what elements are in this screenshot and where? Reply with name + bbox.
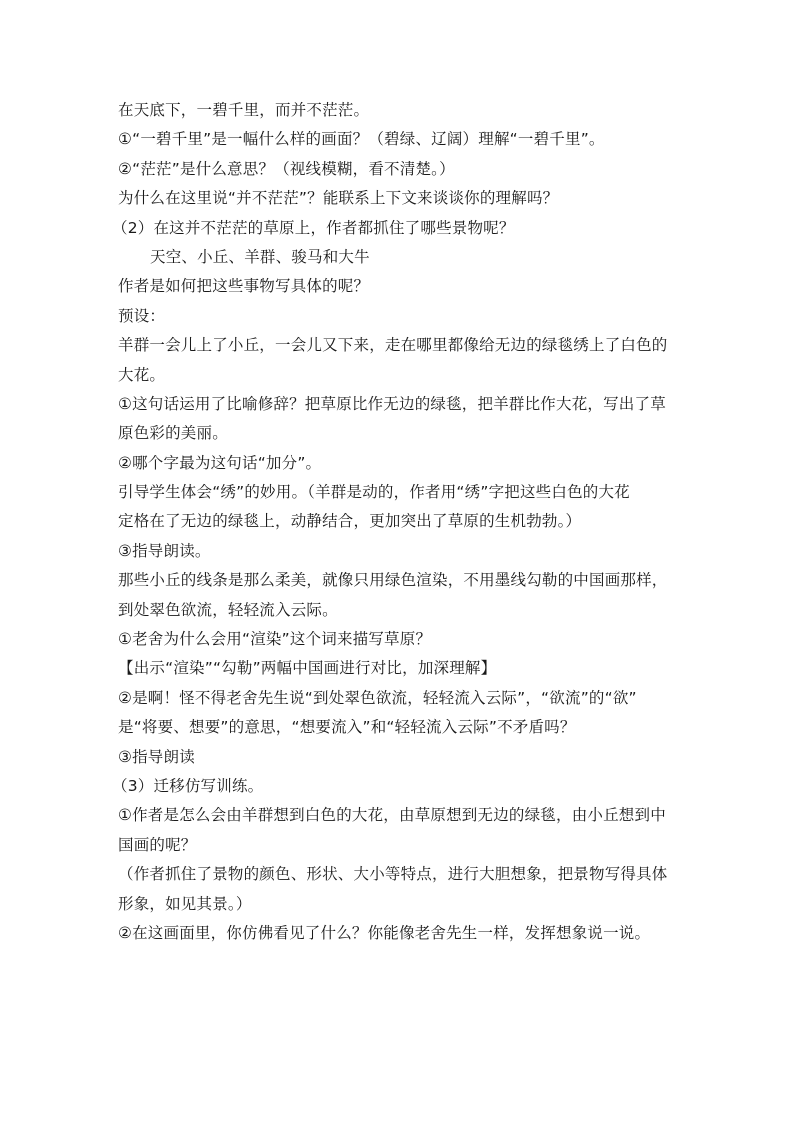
text-line: 到处翠色欲流，轻轻流入云际。 <box>118 600 338 619</box>
text-line: 引导学生体会“绣”的妙用。（羊群是动的，作者用“绣”字把这些白色的大花 <box>118 483 630 502</box>
text-line: 国画的呢？ <box>118 835 197 854</box>
text-line: 【出示“渲染”“勾勒”两幅中国画进行对比，加深理解】 <box>118 659 497 678</box>
text-line: 形象，如见其景。） <box>118 894 252 913</box>
text-line: 大花。 <box>118 365 166 384</box>
text-line: ③指导朗读。 <box>118 541 211 560</box>
text-line: 那些小丘的线条是那么柔美，就像只用绿色渲染，不用墨线勾勒的中国画那样， <box>118 571 668 590</box>
text-line: 在天底下，一碧千里，而并不茫茫。 <box>118 101 370 119</box>
text-line: ①“一碧千里”是一幅什么样的画面？（碧绿、辽阔）理解“一碧千里”。 <box>118 130 605 149</box>
section-heading: （3）迁移仿写训练。 <box>112 776 264 795</box>
text-line: 预设： <box>118 306 166 325</box>
text-line: （作者抓住了景物的颜色、形状、大小等特点，进行大胆想象，把景物写得具体 <box>118 865 668 884</box>
text-line: ②是啊！怪不得老舍先生说“到处翠色欲流，轻轻流入云际”，“欲流”的“欲” <box>118 688 637 707</box>
text-line: 是“将要、想要”的意思，“想要流入”和“轻轻流入云际”不矛盾吗？ <box>118 718 576 737</box>
text-line: 原色彩的美丽。 <box>118 424 228 443</box>
text-line: 天空、小丘、羊群、骏马和大牛 <box>150 247 370 266</box>
text-line: ②“茫茫”是什么意思？（视线模糊，看不清楚。） <box>118 159 455 178</box>
text-line: 为什么在这里说“并不茫茫”？能联系上下文来谈谈你的理解吗？ <box>118 189 559 208</box>
text-line: 羊群一会儿上了小丘，一会儿又下来，走在哪里都像给无边的绿毯绣上了白色的 <box>118 336 668 355</box>
text-line: ①老舍为什么会用“渲染”这个词来描写草原？ <box>118 630 432 649</box>
text-line: ②在这画面里，你仿佛看见了什么？你能像老舍先生一样，发挥想象说一说。 <box>118 923 651 942</box>
text-line: ①这句话运用了比喻修辞？把草原比作无边的绿毯，把羊群比作大花，写出了草 <box>118 394 666 413</box>
text-line: 作者是如何把这些事物写具体的呢？ <box>118 277 370 296</box>
text-line: ①作者是怎么会由羊群想到白色的大花，由草原想到无边的绿毯，由小丘想到中 <box>118 806 666 825</box>
section-heading: （2）在这并不茫茫的草原上，作者都抓住了哪些景物呢？ <box>112 218 515 237</box>
text-line: ③指导朗读 <box>118 747 195 766</box>
text-line: 定格在了无边的绿毯上，动静结合，更加突出了草原的生机勃勃。） <box>118 512 582 531</box>
document-body <box>112 96 688 948</box>
text-line: ②哪个字最为这句话“加分”。 <box>118 453 322 472</box>
